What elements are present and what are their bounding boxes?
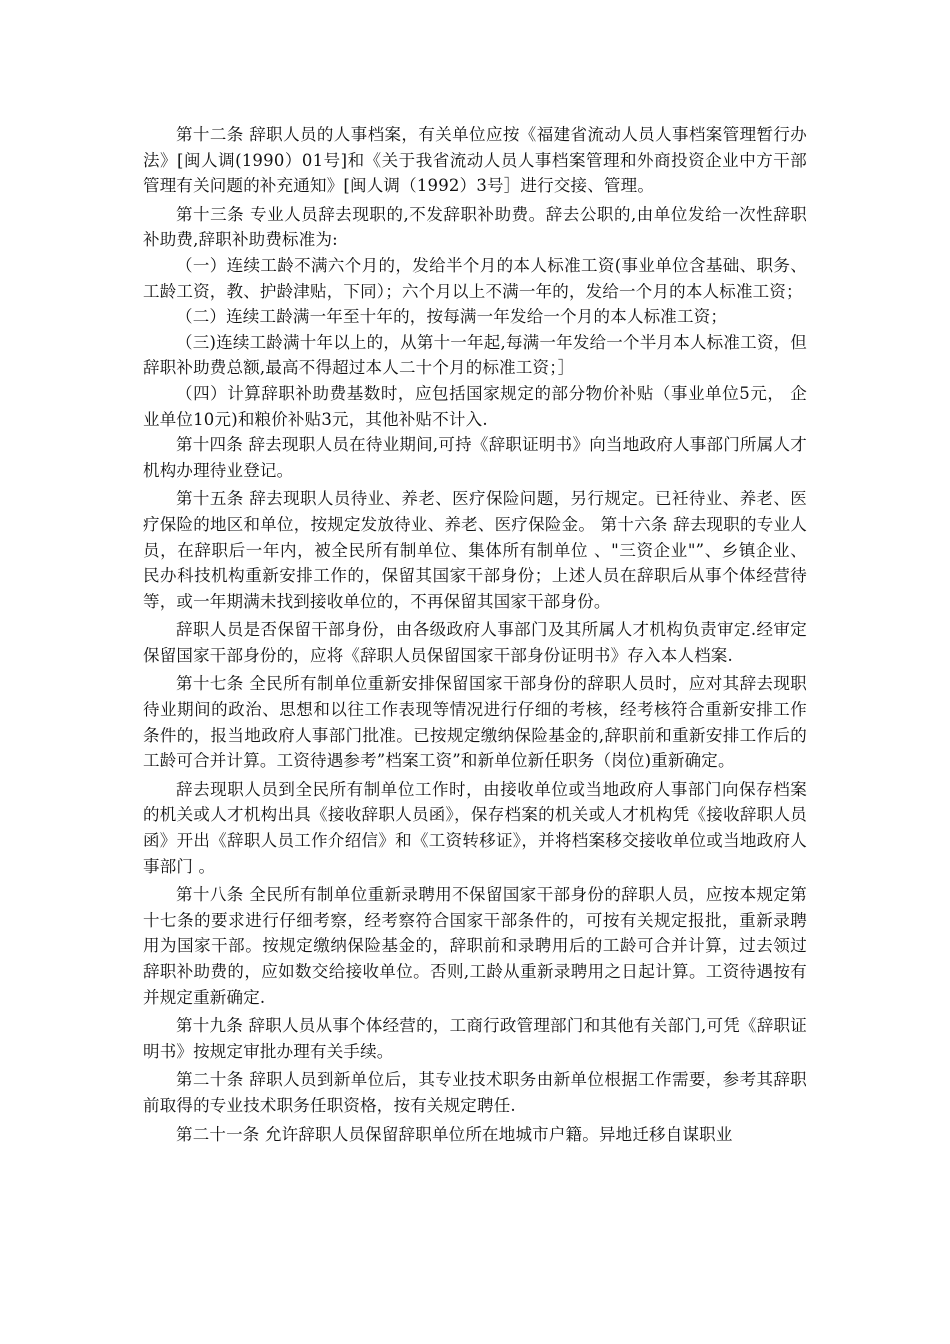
paragraph-article-13: 第十三条 专业人员辞去现职的,不发辞职补助费。辞去公职的,由单位发给一次性辞职补助费,辞职补助费标准为:	[143, 204, 807, 250]
paragraph-article-14: 第十四条 辞去现职人员在待业期间,可持《辞职证明书》向当地政府人事部门所属人才机构办理待业登记。	[143, 435, 807, 480]
paragraph-article-21: 第二十一条 允许辞职人员保留辞职单位所在地城市户籍。异地迁移自谋职业	[176, 1124, 733, 1144]
paragraph-article-18: 第十八条 全民所有制单位重新录聘用不保留国家干部身份的辞职人员，应按本规定第十七条的要求进行仔细考察，经考察符合国家干部条件的，可按有关规定报批，重新录聘用为国家干部。按规定缴纳保险基金的，辞职前和录聘用后的工龄可合并计算，过去领过辞职补助费的，应如数交给接收单位。否则,工龄从重新录聘用之日起计算。工资待遇按有并规定重新确定.	[143, 885, 807, 1007]
paragraph-article-12: 第十二条 辞职人员的人事档案，有关单位应按《福建省流动人员人事档案管理暂行办法》[闽人调(1990）01号]和《关于我省流动人员人事档案管理和外商投资企业中方干部管理有关问题的补充通知》[闽人调（1992）3号］进行交接、管理。	[143, 125, 807, 196]
paragraph-article-17: 第十七条 全民所有制单位重新安排保留国家干部身份的辞职人员时，应对其辞去现职待业期间的政治、思想和以往工作表现等情况进行仔细的考核，经考核符合重新安排工作条件的，报当地政府人事部门批准。已按规定缴纳保险基金的,辞职前和重新安排工作后的工龄可合并计算。工资待遇参考”档案工资”和新单位新任职务（岗位)重新确定。	[143, 674, 807, 771]
paragraph-article-13-item-1: （一）连续工龄不满六个月的，发给半个月的本人标准工资(事业单位含基础、职务、工龄工资，教、护龄津贴，下同）；六个月以上不满一年的，发给一个月的本人标准工资；	[143, 255, 807, 301]
paragraph-article-13-item-2: （二）连续工龄满一年至十年的，按每满一年发给一个月的本人标准工资；	[176, 307, 728, 327]
paragraph-article-13-item-4: （四）计算辞职补助费基数时，应包括国家规定的部分物价补贴（事业单位5元， 企业单位10元)和粮价补贴3元，其他补贴不计入.	[143, 383, 807, 429]
paragraph-article-20: 第二十条 辞职人员到新单位后，其专业技术职务由新单位根据工作需要，参考其辞职前取得的专业技术职务任职资格，按有关规定聘任.	[143, 1070, 807, 1115]
document-body	[143, 122, 807, 1147]
paragraph-article-15-16: 第十五条 辞去现职人员待业、养老、医疗保险问题，另行规定。已衽待业、养老、医疗保险的地区和单位，按规定发放待业、养老、医疗保险金。 第十六条 辞去现职的专业人员，在辞职后一年内，被全民所有制单位、集体所有制单位 、"三资企业"”、乡镇企业、民办科技机构重新安排工作的，保留其国家干部身份；上述人员在辞职后从事个体经营待等，或一年期满未找到接收单位的，不再保留其国家干部身份。	[143, 489, 807, 611]
paragraph-article-17-cont: 辞去现职人员到全民所有制单位工作时，由接收单位或当地政府人事部门向保存档案的机关或人才机构出具《接收辞职人员函》，保存档案的机关或人才机构凭《接收辞职人员函》开出《辞职人员工作介绍信》和《工资转移证》，并将档案移交接收单位或当地政府人事部门 。	[143, 779, 807, 876]
paragraph-article-13-item-3: （三)连续工龄满十年以上的，从第十一年起,每满一年发给一个半月本人标准工资，但辞职补助费总额,最高不得超过本人二十个月的标准工资；］	[143, 332, 807, 378]
paragraph-article-19: 第十九条 辞职人员从事个体经营的，工商行政管理部门和其他有关部门,可凭《辞职证明书》按规定审批办理有关手续。	[143, 1016, 807, 1061]
paragraph-article-16-cont: 辞职人员是否保留干部身份，由各级政府人事部门及其所属人才机构负责审定.经审定保留国家干部身份的，应将《辞职人员保留国家干部身份证明书》存入本人档案.	[143, 620, 807, 665]
